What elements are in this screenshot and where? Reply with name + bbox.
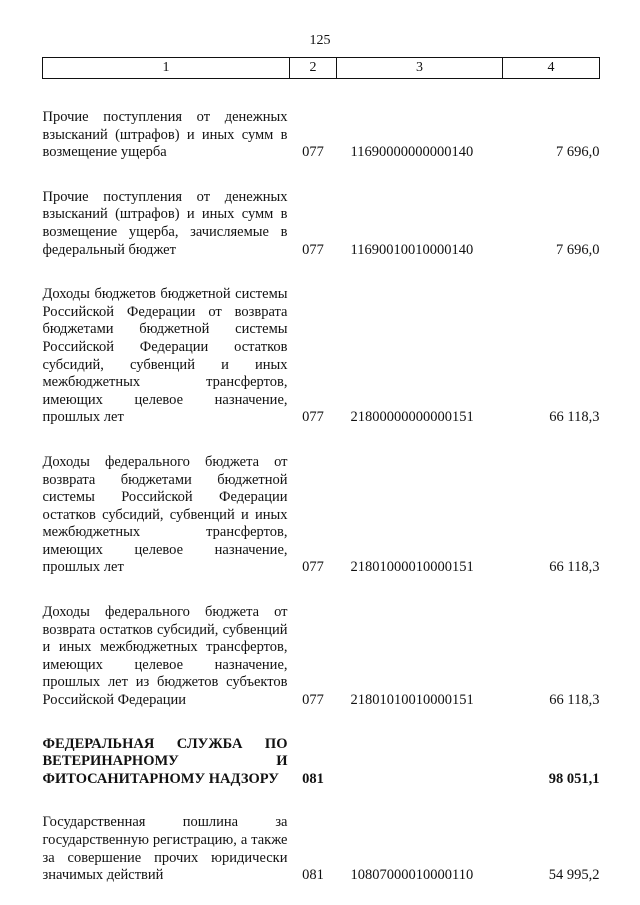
header-col-3: 3 <box>337 58 503 79</box>
table-row <box>43 189 600 259</box>
row-name: ФЕДЕРАЛЬНАЯ СЛУЖБА ПО ВЕТЕРИНАРНОМУ И ФИТОСАНИТАРНОМУ НАДЗОРУ <box>42 735 288 787</box>
row-admin-code: 077 <box>302 409 324 426</box>
row-amount: 7 696,0 <box>556 241 600 258</box>
row-admin-code: 077 <box>302 692 324 709</box>
table-row <box>43 454 600 577</box>
row-amount: 7 696,0 <box>556 144 600 161</box>
table-row <box>43 79 600 162</box>
row-admin-code: 077 <box>302 241 324 258</box>
row-amount: 66 118,3 <box>549 559 600 576</box>
row-name: Прочие поступления от денежных взысканий (штрафов) и иных сумм в возмещение ущерба <box>42 109 288 161</box>
budget-table <box>42 57 600 885</box>
table-header <box>43 58 600 79</box>
row-admin-code: 081 <box>302 770 324 787</box>
row-kbk: 11690010010000140 <box>350 241 474 258</box>
row-kbk: 11690000000000140 <box>350 144 474 161</box>
table-row <box>43 286 600 427</box>
row-amount: 66 118,3 <box>549 692 600 709</box>
row-admin-code: 077 <box>302 144 324 161</box>
header-col-1: 1 <box>43 58 290 79</box>
row-amount: 66 118,3 <box>549 409 600 426</box>
row-admin-code: 081 <box>302 867 324 884</box>
row-name: Доходы бюджетов бюджетной системы Российской Федерации от возврата бюджетами бюджетной системы Российской Федерации остатков субсидий, субвенций и иных межбюджетных трансфертов, имеющих целевое назначение, прошлых лет <box>42 286 288 426</box>
table-row <box>43 604 600 710</box>
row-name: Государственная пошлина за государственную регистрацию, а также за совершение прочих юридически значимых действий <box>42 814 288 884</box>
row-kbk: 21801000010000151 <box>350 559 474 576</box>
row-name: Доходы федерального бюджета от возврата бюджетами бюджетной системы Российской Федерации остатков субсидий, субвенций и иных межбюджетных трансфертов, имеющих целевое назначение, прошлых лет <box>42 453 288 576</box>
row-kbk: 10807000010000110 <box>350 867 474 884</box>
table-row <box>43 814 600 884</box>
row-amount: 98 051,1 <box>548 770 600 787</box>
page-number: 125 <box>309 33 331 48</box>
table-row <box>43 736 600 789</box>
row-kbk: 21800000000000151 <box>350 409 474 426</box>
row-amount: 54 995,2 <box>548 867 600 884</box>
row-kbk: 21801010010000151 <box>350 692 474 709</box>
row-kbk <box>337 736 503 789</box>
header-col-2: 2 <box>290 58 337 79</box>
row-name: Доходы федерального бюджета от возврата остатков субсидий, субвенций и иных межбюджетных трансфертов, имеющих целевое назначение, прошлых лет из бюджетов субъектов Российской Федерации <box>42 604 288 709</box>
row-name: Прочие поступления от денежных взысканий (штрафов) и иных сумм в возмещение ущерба, зачисляемые в федеральный бюджет <box>42 188 288 258</box>
row-admin-code: 077 <box>302 559 324 576</box>
header-col-4: 4 <box>503 58 600 79</box>
